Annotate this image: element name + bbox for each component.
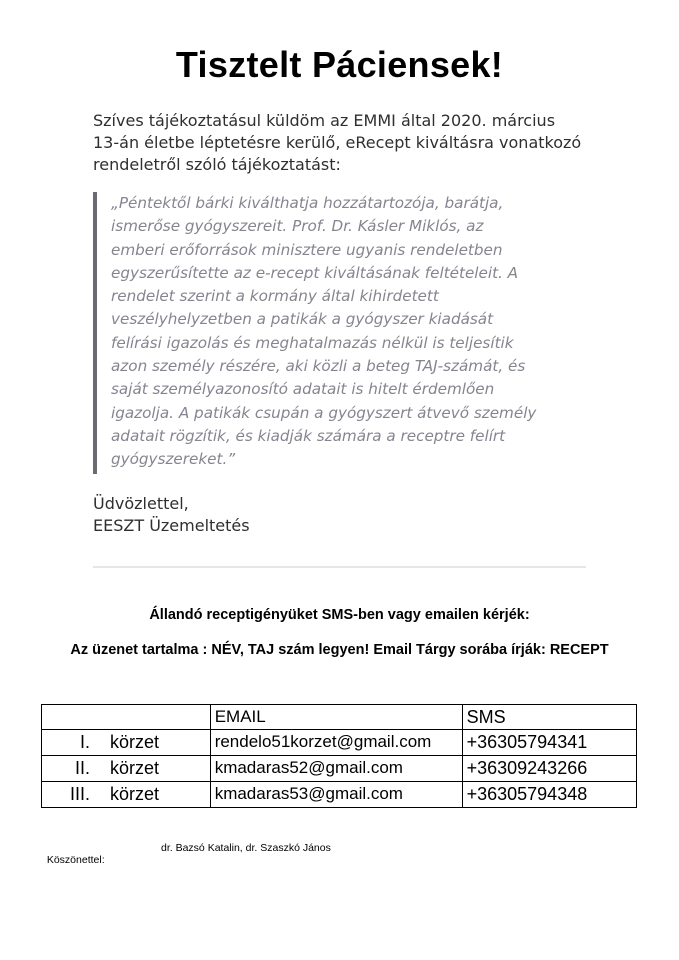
sms-cell: +36309243266 [462, 756, 636, 782]
request-heading: Állandó receptigényüket SMS-ben vagy emailen kérjék: [149, 607, 530, 623]
table-row [42, 756, 637, 782]
email-cell: kmadaras53@gmail.com [210, 782, 462, 808]
quote-line: azon személy részére, aki közli a beteg TAJ-számát, és [111, 357, 526, 376]
header-cell-empty [42, 705, 211, 730]
district-label: körzet [110, 784, 160, 804]
email-cell: kmadaras52@gmail.com [210, 756, 462, 782]
quote-line: saját személyazonosító adatait is hitelt érdemlően [111, 380, 495, 399]
quote-line: egyszerűsítette az e-recept kiváltásának feltételeit. A [111, 263, 519, 282]
sms-cell: +36305794341 [462, 730, 636, 756]
table-row [42, 730, 637, 756]
quote-line: igazolja. A patikák csupán a gyógyszert átvevő személy [111, 403, 537, 422]
header-cell-email: EMAIL [210, 705, 462, 730]
district-label: körzet [110, 732, 160, 752]
quote-line: adatait rögzítik, és kiadják számára a receptre felírt [111, 426, 506, 445]
sms-cell: +36305794348 [462, 782, 636, 808]
quote-line: gyógyszereket.” [111, 450, 236, 469]
page-title: Tisztelt Páciensek! [175, 44, 504, 85]
signature [93, 493, 250, 537]
contacts-table [41, 704, 637, 808]
quote-line: veszélyhelyzetben a patikák a gyógyszer kiadását [111, 310, 494, 329]
blockquote [93, 192, 571, 474]
intro-line: rendeletről szóló tájékoztatást: [93, 155, 341, 174]
district-label: körzet [110, 758, 160, 778]
quote-line: felírási igazolás és meghatalmazás nélkül is teljesítik [111, 333, 514, 352]
signature-greeting: Üdvözlettel, [93, 494, 189, 513]
closing-line [41, 842, 331, 878]
district-number: II. [74, 758, 90, 778]
intro-line: 13-án életbe léptetésre kerülő, eRecept kiváltásra vonatkozó [93, 133, 582, 152]
closing-names: dr. Bazsó Katalin, dr. Szaszkó János [161, 842, 331, 854]
district-cell [42, 730, 211, 756]
email-cell: rendelo51korzet@gmail.com [210, 730, 462, 756]
quote-line: „Péntektől bárki kiválthatja hozzátartozója, barátja, [111, 194, 504, 212]
signature-sender: EESZT Üzemeltetés [93, 516, 250, 535]
district-cell [42, 782, 211, 808]
district-number: I. [79, 732, 90, 752]
header-cell-sms: SMS [462, 705, 636, 730]
table-row [42, 782, 637, 808]
quote-line: rendelet szerint a kormány által kihirdetett [111, 287, 439, 306]
intro-line: Szíves tájékoztatásul küldöm az EMMI által 2020. március [93, 111, 556, 130]
district-number: III. [69, 784, 90, 804]
table-header-row [42, 705, 637, 730]
request-instructions: Az üzenet tartalma : NÉV, TAJ szám legyen! Email Tárgy sorába írják: RECEPT [70, 642, 609, 658]
divider [93, 566, 586, 568]
intro-paragraph [93, 110, 593, 176]
quote-line: ismerőse gyógyszereit. Prof. Dr. Kásler Miklós, az [111, 217, 484, 236]
quote-line: emberi erőforrások minisztere ugyanis rendeletben [111, 240, 503, 259]
district-cell [42, 756, 211, 782]
closing-label: Köszönettel: [46, 854, 105, 866]
